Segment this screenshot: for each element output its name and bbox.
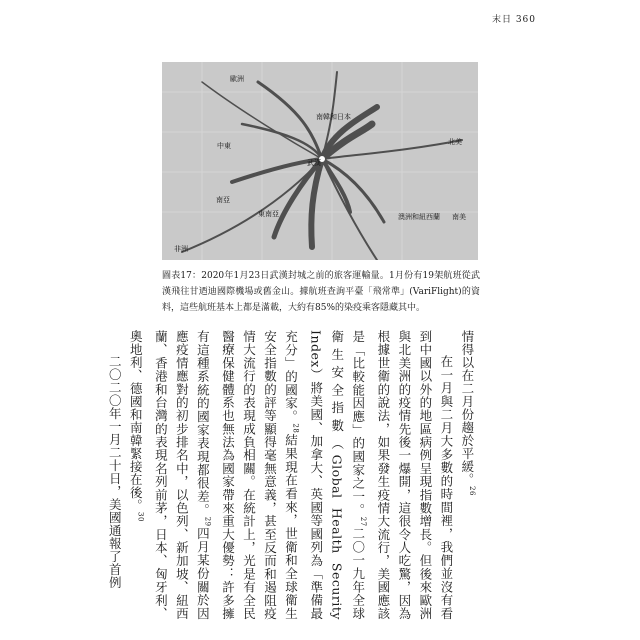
label-middle-east: 中東 [217, 142, 231, 150]
label-aus-nz: 澳洲和紐西蘭 [398, 213, 440, 221]
label-africa: 非洲 [174, 245, 188, 253]
paragraph-1: 情得以在二月份趨於平緩。$^{26}$ [459, 330, 476, 496]
flight-routes [182, 72, 462, 260]
endnote-ref: 30 [136, 512, 145, 522]
label-south-america: 南美 [452, 213, 466, 221]
label-southeast-asia: 東南亞 [258, 210, 279, 218]
paragraph-3: 二〇二〇年一月二十日，美國通報了首例 [107, 355, 123, 589]
label-south-asia: 南亞 [216, 196, 230, 204]
label-korea-japan: 南韓和日本 [316, 113, 351, 121]
figure-caption: 圖表17：2020年1月23日武漢封城之前的旅客運輸量。1月份有19架航班從武漢飛往甘迺迪國際機場或舊金山。據航班查詢平臺「飛常準」(VariFlight)的資料，這些航班基本上都是滿載，大約有85%的染疫乘客隱藏其中。 [162, 271, 480, 313]
flight-routes-map [162, 62, 478, 260]
endnote-ref: 27 [358, 516, 367, 527]
endnote-ref: 26 [468, 486, 476, 496]
running-header: 末日 360 [491, 15, 536, 25]
label-wuhan: 武漢 [307, 159, 321, 167]
endnote-ref: 28 [291, 423, 300, 434]
body-text [107, 330, 482, 621]
label-north-america: 北美 [448, 138, 462, 146]
endnote-ref: 29 [203, 516, 212, 527]
label-europe: 歐洲 [230, 75, 244, 83]
paragraph-2: 在一月與二月大多數的時間裡，我們並沒有看到中國以外的地區病例呈現指數增長。但後來歐洲與北美洲的疫情先後一爆開，這很令人吃驚，因為根據世衛的說法，如果發生疫情大流行，美國應該是「比較能因應」的國家之一。$^{27}$二〇一九年全球衛生安全指數（Global Health Security Index）將美國、加拿大、英國等國列為「準備最充分」的國家。$^{28}$結果現在看來，世衛和全球衛生安全指數的評等顯得毫無意義，甚至反而和遏阻疫情大流行的表現成負相關。在統計上，光是有全民醫療保健體系也無法為國家帶來重大優勢：許多擁有這種系統的國家表現都很差。$^{29}$四月某份關於因應疫情應對的初步排名中，以色列、新加坡、紐西蘭、香港和台灣的表現名列前茅，日本、匈牙利、奧地利、德國和南韓緊接在後。$^{30}$ [128, 330, 454, 621]
